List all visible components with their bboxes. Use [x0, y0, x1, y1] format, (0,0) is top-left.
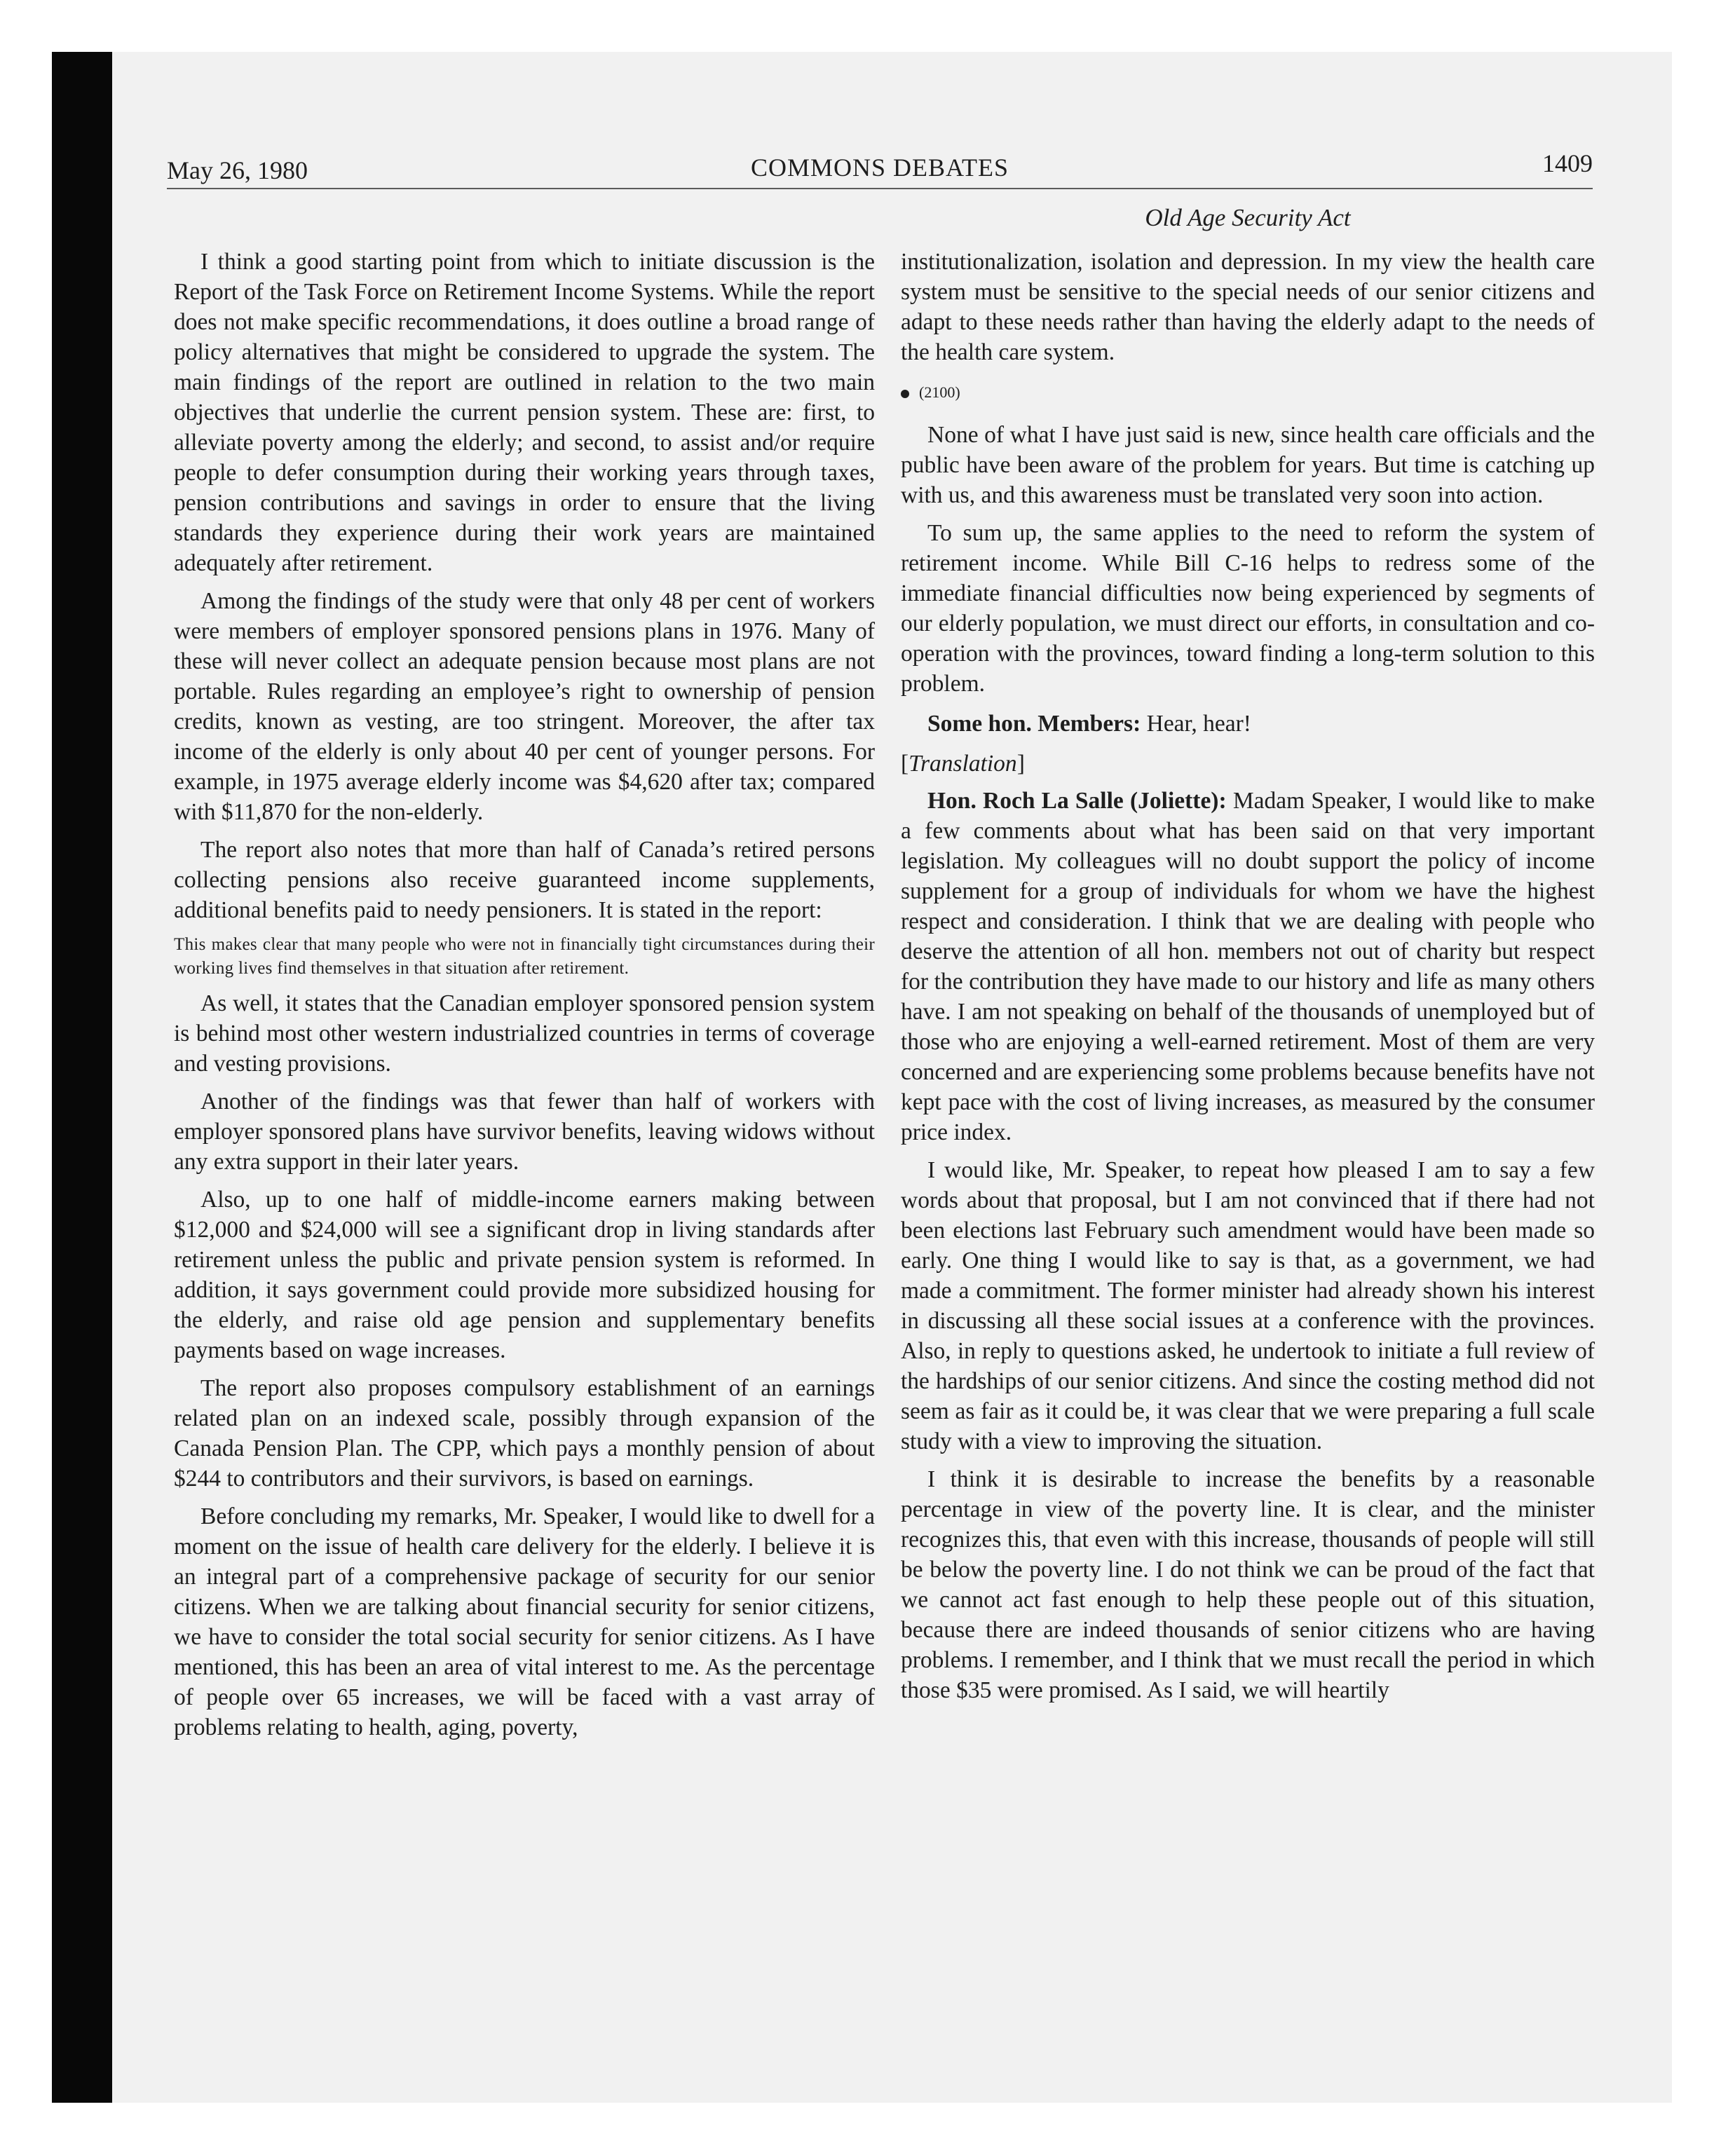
- translation-label: Translation: [909, 751, 1017, 777]
- paragraph: As well, it states that the Canadian employer sponsored pension system is behind most other western industrialized countries in terms of coverage and vesting provisions.: [174, 990, 875, 1077]
- speech: [901, 786, 1595, 1147]
- header-date: May 26, 1980: [167, 156, 308, 184]
- paragraph: None of what I have just said is new, since health care officials and the public have been aware of the problem for years. But time is catching up with us, and this awareness must be translated very soon into action.: [901, 422, 1595, 508]
- paragraph: Among the findings of the study were that only 48 per cent of workers were members of employer sponsored pensions plans in 1976. Many of these will never collect an adequate pension because most plans are not portable. Rules regarding an employee’s right to ownership of pension credits, known as vesting, are too stringent. Moreover, the after tax income of the elderly is only about 40 per cent of younger persons. For example, in 1975 average elderly income was $4,620 after tax; compared with $11,870 for the non-elderly.: [174, 588, 875, 825]
- speaker-name: Hon. Roch La Salle (Joliette):: [927, 788, 1227, 814]
- section-title: Old Age Security Act: [1145, 204, 1351, 231]
- paragraph: I think it is desirable to increase the benefits by a reasonable percentage in view of the poverty line. It is clear, and the minister recognizes this, that even with this increase, thousands of people will still be below the poverty line. I do not think we can be proud of the fact that we cannot act fast enough to help these people out of this situation, because there are indeed thousands of senior citizens who are having problems. I remember, and I think that we must recall the period in which those $35 were promised. As I said, we will heartily: [901, 1466, 1595, 1703]
- interjection: [901, 709, 1595, 739]
- paragraph: Also, up to one half of middle-income earners making between $12,000 and $24,000 will see a significant drop in living standards after retirement unless the public and private pension system is reformed. In addition, it says government could provide more subsidized housing for the elderly, and raise old age pension and supplementary benefits payments based on wage increases.: [174, 1187, 875, 1363]
- speech-text: Madam Speaker, I would like to make a few comments about what has been said on that very important legislation. My colleagues will no doubt support the policy of income supplement for a group of individuals for whom we have the highest respect and consideration. I think that we are dealing with people who deserve the attention of all hon. members not out of charity but respect for the contribution they have made to our history and life as many others have. I am not speaking on behalf of the thousands of unemployed but of those who are enjoying a well-earned retirement. Most of them are very concerned and are experiencing some problems because benefits have not kept pace with the cost of living increases, as measured by the consumer price index.: [901, 788, 1595, 1145]
- speaker-name: Some hon. Members:: [927, 711, 1141, 737]
- left-column: [174, 247, 875, 1750]
- header-title: COMMONS DEBATES: [750, 153, 1009, 182]
- page-number: 1409: [1542, 149, 1593, 177]
- time-marker-label: (2100): [919, 383, 960, 401]
- paragraph: I think a good starting point from which to initiate discussion is the Report of the Task Force on Retirement Income Systems. While the report does not make specific recommendations, it does outline a broad range of policy alternatives that might be considered to upgrade the system. The main findings of the report are outlined in relation to the two main objectives that underlie the current pension system. These are: first, to alleviate poverty among the elderly; and second, to assist and/or require people to defer consumption during their working years through taxes, pension contributions and savings in order to ensure that the living standards they experience during their work years are maintained adequately after retirement.: [174, 249, 875, 576]
- paragraph: The report also notes that more than half of Canada’s retired persons collecting pensions also receive guaranteed income supplements, additional benefits paid to needy pensioners. It is stated in the report:: [174, 837, 875, 923]
- paragraph: I would like, Mr. Speaker, to repeat how pleased I am to say a few words about that proposal, but I am not convinced that if there had not been elections last February such amendment would have been made so early. One thing I would like to say is that, as a government, we had made a commitment. The former minister had already shown his interest in discussing all these social issues at a conference with the provinces. Also, in reply to questions asked, he undertook to initiate a full review of the hardships of our senior citizens. And since the costing method did not seem as fair as it could be, it was clear that we were preparing a full scale study with a view to improving the situation.: [901, 1157, 1595, 1454]
- right-column: [901, 247, 1595, 1713]
- paragraph: Another of the findings was that fewer than half of workers with employer sponsored plans have survivor benefits, leaving widows without any extra support in their later years.: [174, 1089, 875, 1175]
- paragraph: To sum up, the same applies to the need to reform the system of retirement income. While Bill C-16 helps to redress some of the immediate financial difficulties now being experienced by segments of our elderly population, we must direct our efforts, in consultation and co-operation with the provinces, toward finding a long-term solution to this problem.: [901, 520, 1595, 697]
- paragraph: Before concluding my remarks, Mr. Speaker, I would like to dwell for a moment on the issue of health care delivery for the elderly. I believe it is an integral part of a comprehensive package of security for our senior citizens. When we are talking about financial security for senior citizens, we have to consider the total social security for senior citizens. As I have mentioned, this has been an area of vital interest to me. As the percentage of people over 65 increases, we will be faced with a vast array of problems relating to health, aging, poverty,: [174, 1503, 875, 1740]
- running-header: [167, 149, 1593, 189]
- translation-note: [Translation]: [901, 751, 1025, 777]
- paragraph-continuation: institutionalization, isolation and depression. In my view the health care system must be sensitive to the special needs of our senior citizens and adapt to these needs rather than having the elderly adapt to the needs of the health care system.: [901, 249, 1595, 365]
- time-marker: [901, 377, 1595, 407]
- bullet-icon: [901, 390, 909, 398]
- scan-edge: [52, 52, 112, 2103]
- paragraph: The report also proposes compulsory establishment of an earnings related plan on an indexed scale, possibly through expansion of the Canada Pension Plan. The CPP, which pays a monthly pension of about $244 to contributors and their survivors, is based on earnings.: [174, 1375, 875, 1492]
- interjection-text: Hear, hear!: [1146, 711, 1251, 737]
- block-quote: This makes clear that many people who were not in financially tight circumstances during their working lives find themselves in that situation after retirement.: [174, 935, 875, 978]
